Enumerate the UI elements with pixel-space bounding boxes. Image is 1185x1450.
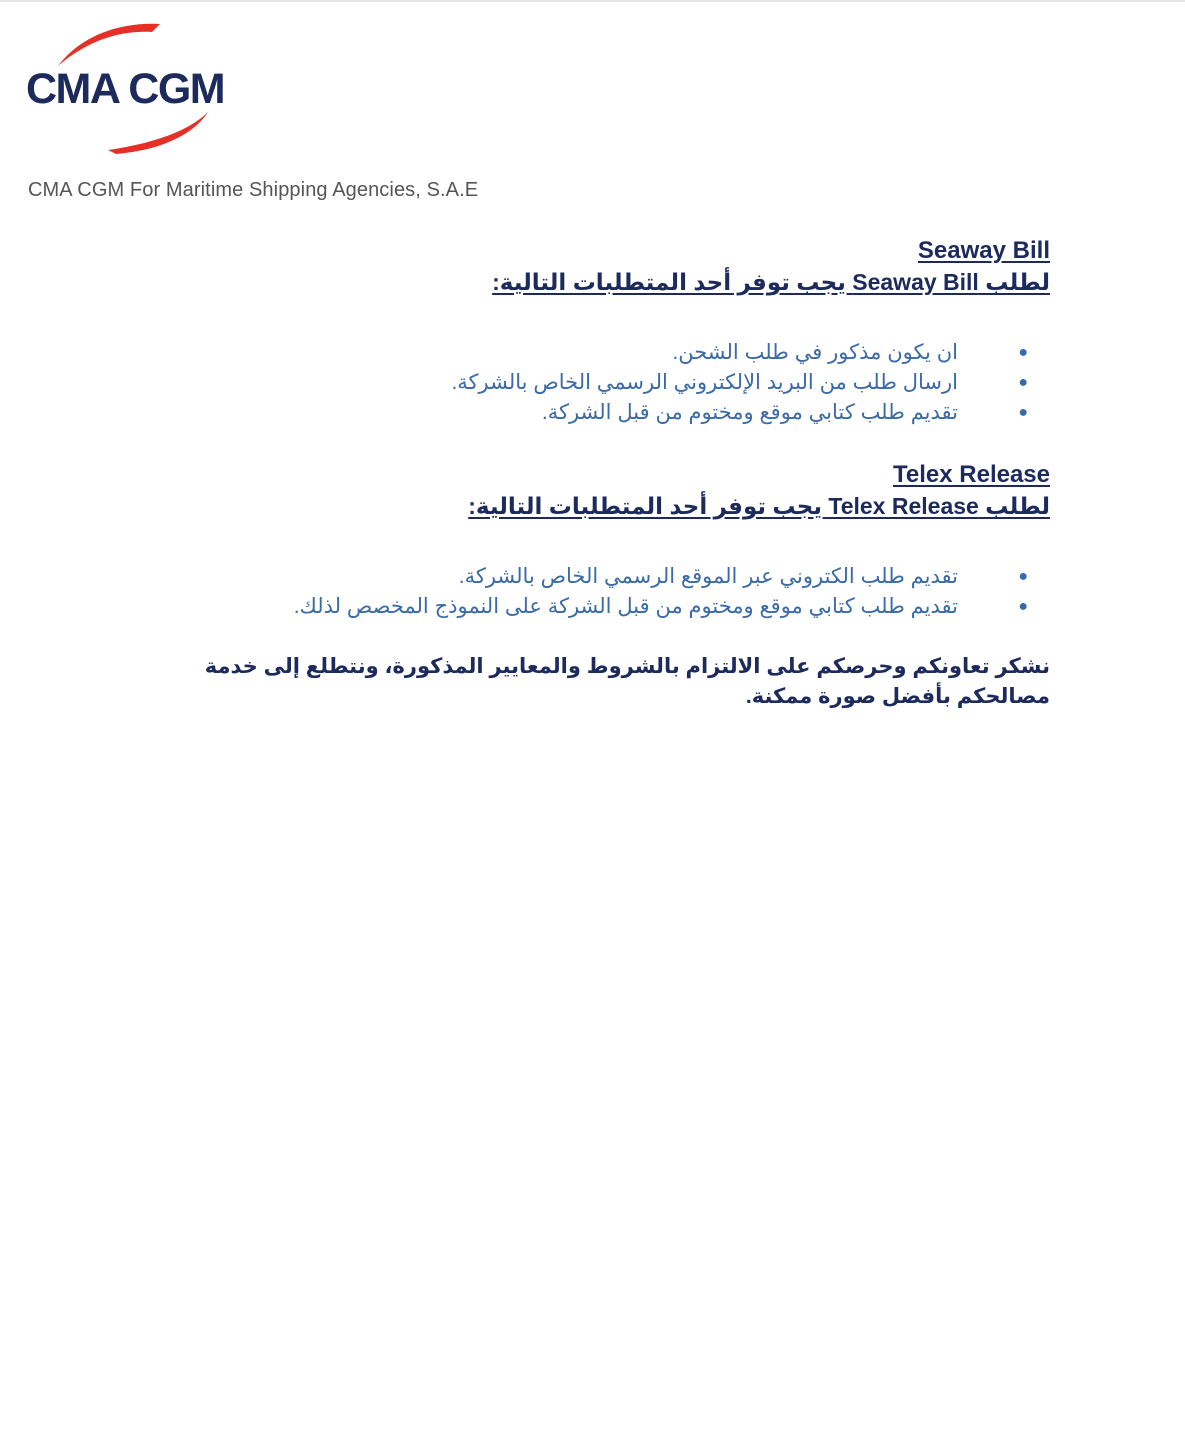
bullet-icon: ● — [1018, 404, 1028, 421]
list-item-text: تقديم طلب كتابي موقع ومختوم من قبل الشركة. — [541, 401, 958, 424]
list-item — [110, 562, 1028, 592]
logo-text: CMA CGM — [26, 65, 225, 113]
list-item — [110, 368, 1028, 398]
section-title: Seaway Bill — [917, 237, 1050, 264]
cma-cgm-logo — [22, 16, 252, 164]
company-name: CMA CGM For Maritime Shipping Agencies, S.A.E — [28, 179, 479, 201]
top-border — [0, 0, 1185, 2]
requirements-list — [110, 562, 1050, 622]
list-item-text: ارسال طلب من البريد الإلكتروني الرسمي الخاص بالشركة. — [451, 371, 958, 394]
list-item-text: ان يكون مذكور في طلب الشحن. — [672, 341, 958, 364]
bullet-icon: ● — [1018, 374, 1028, 391]
section-telex-release — [110, 460, 1050, 622]
list-item — [110, 592, 1028, 622]
bullet-icon: ● — [1018, 344, 1028, 361]
logo-swoosh-bottom — [108, 112, 208, 154]
document-body — [110, 236, 1050, 712]
list-item-text: تقديم طلب الكتروني عبر الموقع الرسمي الخاص بالشركة. — [458, 565, 958, 588]
requirements-list — [110, 338, 1050, 428]
list-item — [110, 338, 1028, 368]
section-subtitle: لطلب Seaway Bill يجب توفر أحد المتطلبات التالية: — [492, 269, 1050, 295]
section-seaway-bill — [110, 236, 1050, 428]
closing-statement: نشكر تعاونكم وحرصكم على الالتزام بالشروط والمعايير المذكورة، ونتطلع إلى خدمة مصالحكم بأفضل صورة ممكنة. — [204, 655, 1050, 708]
logo-swoosh-top — [58, 24, 160, 66]
bullet-icon: ● — [1018, 598, 1028, 615]
bullet-icon: ● — [1018, 568, 1028, 585]
section-title: Telex Release — [893, 461, 1050, 488]
list-item-text: تقديم طلب كتابي موقع ومختوم من قبل الشركة على النموذج المخصص لذلك. — [293, 595, 958, 618]
section-subtitle: لطلب Telex Release يجب توفر أحد المتطلبات التالية: — [468, 493, 1050, 519]
list-item — [110, 398, 1028, 428]
